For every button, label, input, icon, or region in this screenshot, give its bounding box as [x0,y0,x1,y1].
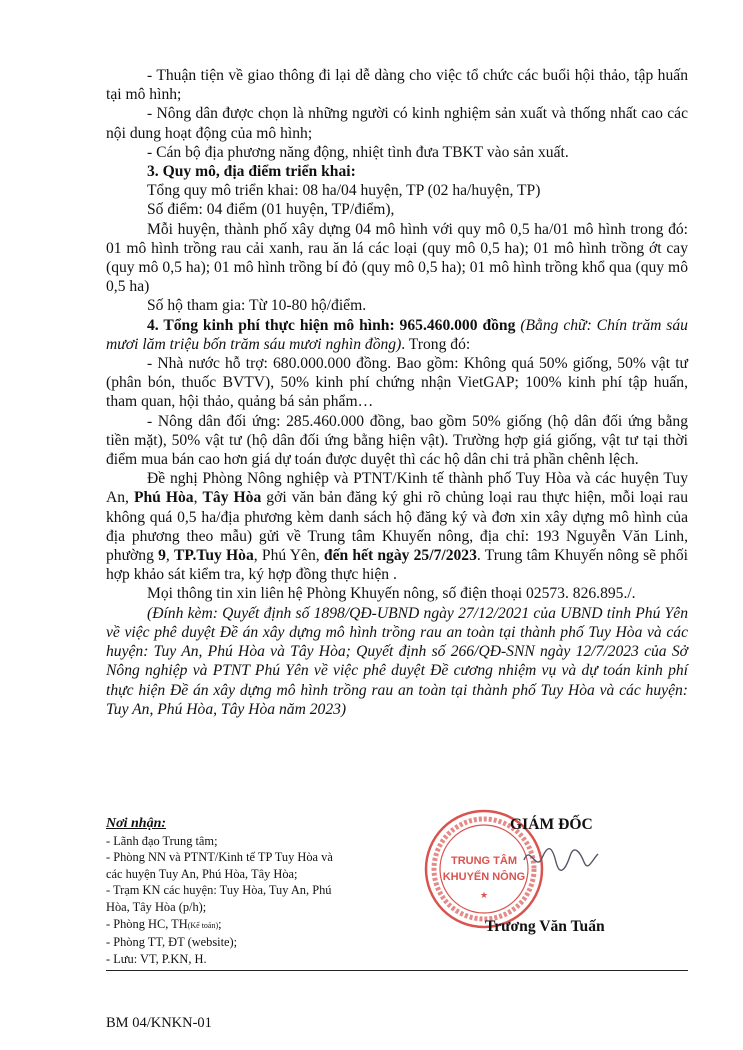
recipient-item: - Lãnh đạo Trung tâm; [106,833,218,848]
recipient-item: - Phòng NN và PTNT/Kinh tế TP Tuy Hòa và các huyện Tuy An, Phú Hòa, Tây Hòa; [106,850,333,881]
document-body [106,66,688,719]
paragraph: - Nông dân được chọn là những người có kinh nghiệm sản xuất và thống nhất cao các nội dung hoạt động của mô hình; [106,105,688,142]
text-run-bold: Tây Hòa [202,489,262,507]
text-run: Đề nghị Phòng Nông nghiệp và PTNT/Kinh tế thành phố Tuy Hòa và các huyện Tuy An, [106,470,688,507]
text-run-small: (Kế toán) [187,920,219,930]
recipients-block [106,816,346,967]
text-run-bold: TP.Tuy Hòa [174,547,254,565]
contact-paragraph: Mọi thông tin xin liên hệ Phòng Khuyến nông, số điện thoại 02573. 826.895./. [147,585,636,603]
text-run: - Phòng HC, TH [106,916,188,931]
paragraph: Số hộ tham gia: Từ 10-80 hộ/điểm. [147,297,367,315]
footer-divider [106,970,688,971]
recipients-title: Nơi nhận: [106,816,167,831]
signer-name: Trương Văn Tuấn [485,918,605,935]
paragraph: - Thuận tiện về giao thông đi lại dễ dàng cho việc tổ chức các buổi hội thảo, tập huấn tại mô hình; [106,67,688,104]
attachments-note: (Đính kèm: Quyết định số 1898/QĐ-UBND ngày 27/12/2021 của UBND tỉnh Phú Yên về việc phê duyệt Đề án xây dựng mô hình trồng rau an toàn tại thành phố Tuy Hòa và các huyện: Tuy An, Phú Hòa và Tây Hòa; Quyết định số 266/QĐ-SNN ngày 12/7/2023 của Sở Nông nghiệp và PTNT Phú Yên về việc phê duyệt Đề cương nhiệm vụ và dự toán kinh phí thực hiện Đề án xây dựng mô hình trồng rau an toàn tại thành phố Tuy Hòa và các huyện: Tuy An, Phú Hòa, Tây Hòa năm 2023) [106,604,688,718]
heading-tail: . Trong đó: [401,335,471,353]
text-run: , Phú Yên, [253,547,324,565]
section-heading-4 [106,316,688,354]
text-run-bold: Phú Hòa [133,489,194,507]
paragraph: - Nông dân đối ứng: 285.460.000 đồng, bao gồm 50% giống (hộ dân đối ứng bằng tiền mặt), 50% vật tư (hộ dân đối ứng bằng hiện vật). Trường hợp giá giống, vật tư tại thời điểm mua bán cao hơn giá dự toán được duyệt thì các hộ dân chi trả phần chênh lệch. [106,412,688,469]
svg-text:KHUYẾN NÔNG: KHUYẾN NÔNG [442,871,526,883]
section-heading-3: 3. Quy mô, địa điểm triển khai: [147,163,356,181]
paragraph: - Nhà nước hỗ trợ: 680.000.000 đồng. Bao gồm: Không quá 50% giống, 50% vật tư (phân bón, thuốc BVTV), 50% kinh phí chứng nhận VietGAP; 100% kinh phí tập huấn, tham quan, hội thảo, quảng bá sản phẩm… [106,355,688,411]
text-run: ; [218,916,222,931]
paragraph: Mỗi huyện, thành phố xây dựng 04 mô hình với quy mô 0,5 ha/01 mô hình trong đó: 01 mô hình trồng rau cải xanh, rau ăn lá các loại (quy mô 0,5 ha); 01 mô hình trồng ớt cay (quy mô 0,5 ha); 01 mô hình trồng bí đỏ (quy mô 0,5 ha); 01 mô hình trồng khổ qua (quy mô 0,5 ha) [106,220,688,296]
paragraph: - Cán bộ địa phương năng động, nhiệt tình đưa TBKT vào sản xuất. [147,143,569,161]
text-run: . Trung tâm Khuyến nông sẽ phối hợp khảo sát kiểm tra, ký hợp đồng thực hiện . [106,547,688,584]
recipient-item: - Phòng TT, ĐT (website); [106,935,238,950]
recipient-item: - Trạm KN các huyện: Tuy Hòa, Tuy An, Phú Hòa, Tây Hòa (p/h); [106,883,332,914]
svg-text:TRUNG TÂM: TRUNG TÂM [451,855,517,867]
recipient-item: - Lưu: VT, P.KN, H. [106,951,207,966]
recipient-item [106,916,346,935]
paragraph: Tổng quy mô triển khai: 08 ha/04 huyện, TP (02 ha/huyện, TP) [147,182,541,200]
svg-text:★: ★ [479,890,489,900]
form-code: BM 04/KNKN-01 [106,1015,212,1031]
text-run: gởi văn bản đăng ký ghi rõ chủng loại rau thực hiện, mỗi loại rau không quá 0,5 ha/địa phương kèm danh sách hộ đăng ký và đơn xin xây dựng mô hình của địa phương theo mẫu) gửi về Trung tâm Khuyến nông, địa chỉ: 193 Nguyễn Văn Linh, phường [106,489,689,565]
deadline-text: đến hết ngày 25/7/2023 [323,547,477,565]
request-paragraph [106,469,688,584]
text-run: , [193,489,203,507]
handwritten-signature [520,838,600,878]
text-run: , [165,547,175,565]
heading-bold-text: 4. Tổng kinh phí thực hiện mô hình: 965.460.000 đồng [147,316,516,334]
signer-title: GIÁM ĐỐC [510,816,593,833]
text-run-bold: 9 [158,547,166,565]
paragraph: Số điểm: 04 điểm (01 huyện, TP/điểm), [147,201,395,219]
amount-in-words: (Bằng chữ: Chín trăm sáu mươi lăm triệu bốn trăm sáu mươi nghìn đồng) [106,316,688,353]
